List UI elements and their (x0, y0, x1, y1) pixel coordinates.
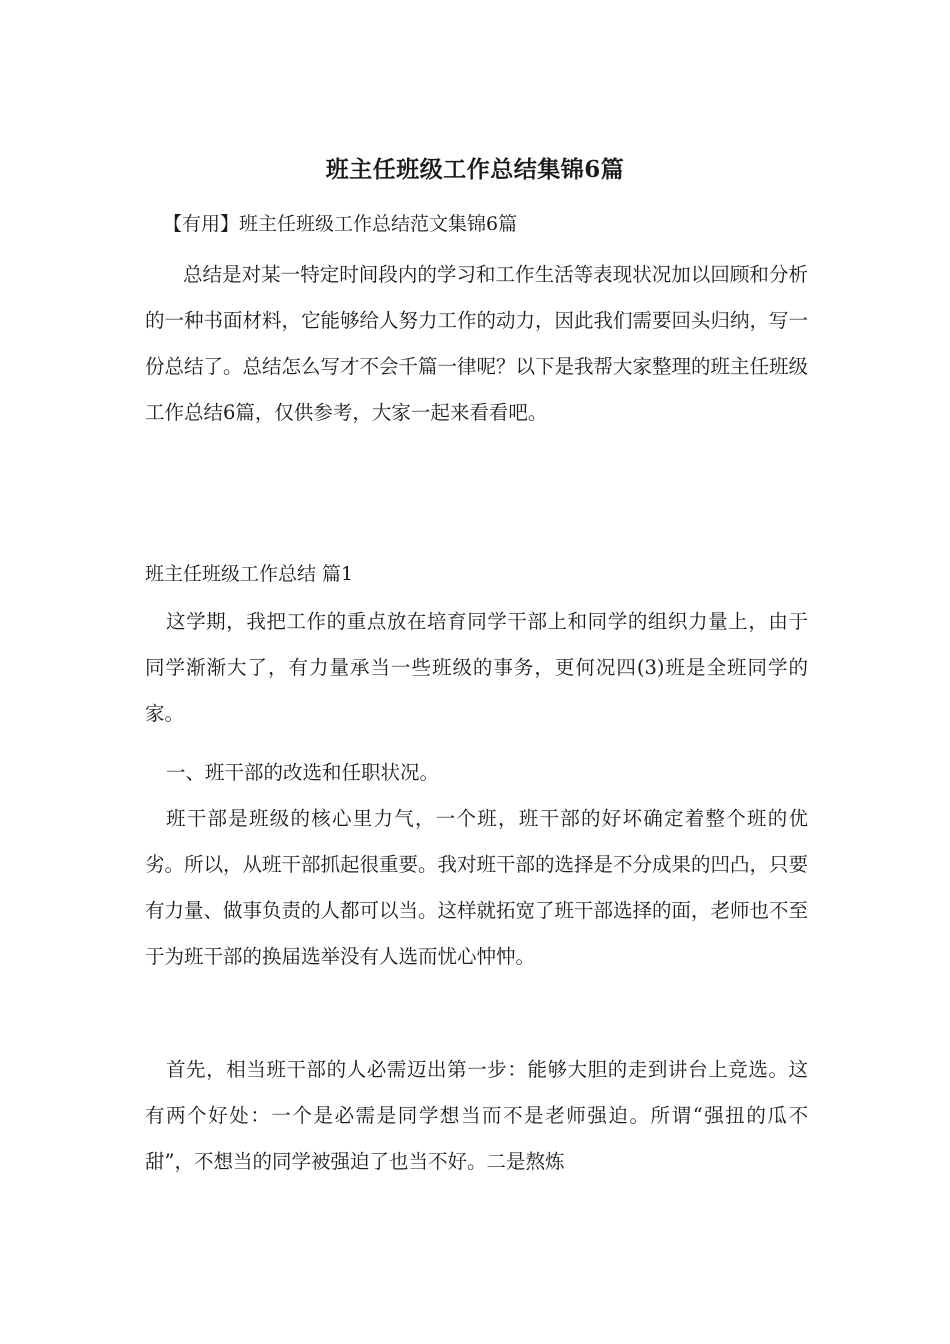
section-heading: 班主任班级工作总结 篇1 (145, 563, 354, 585)
body-subheading: 一、班干部的改选和任职状况。 (166, 761, 440, 784)
document-subtitle: 【有用】班主任班级工作总结范文集锦6篇 (163, 213, 518, 235)
document-title: 班主任班级工作总结集锦6篇 (325, 156, 625, 183)
body-paragraph-1: 这学期，我把工作的重点放在培育同学干部上和同学的组织力量上，由于同学渐渐大了，有力量承当一些班级的事务，更何况四(3)班是全班同学的家。 (145, 610, 808, 725)
intro-paragraph: 总结是对某一特定时间段内的学习和工作生活等表现状况加以回顾和分析的一种书面材料，它能够给人努力工作的动力，因此我们需要回头归纳，写一份总结了。总结怎么写才不会千篇一律呢？以下是我帮大家整理的班主任班级工作总结6篇，仅供参考，大家一起来看看吧。 (145, 263, 809, 424)
body-paragraph-3: 首先，相当班干部的人必需迈出第一步：能够大胆的走到讲台上竞选。这有两个好处：一个是必需是同学想当而不是老师强迫。所谓“强扭的瓜不甜”，不想当的同学被强迫了也当不好。二是熬炼 (145, 1058, 808, 1173)
body-paragraph-2: 班干部是班级的核心里力气，一个班，班干部的好坏确定着整个班的优劣。所以，从班干部抓起很重要。我对班干部的选择是不分成果的凹凸，只要有力量、做事负责的人都可以当。这样就拓宽了班干部选择的面，老师也不至于为班干部的换届选举没有人选而忧心忡忡。 (145, 807, 809, 968)
